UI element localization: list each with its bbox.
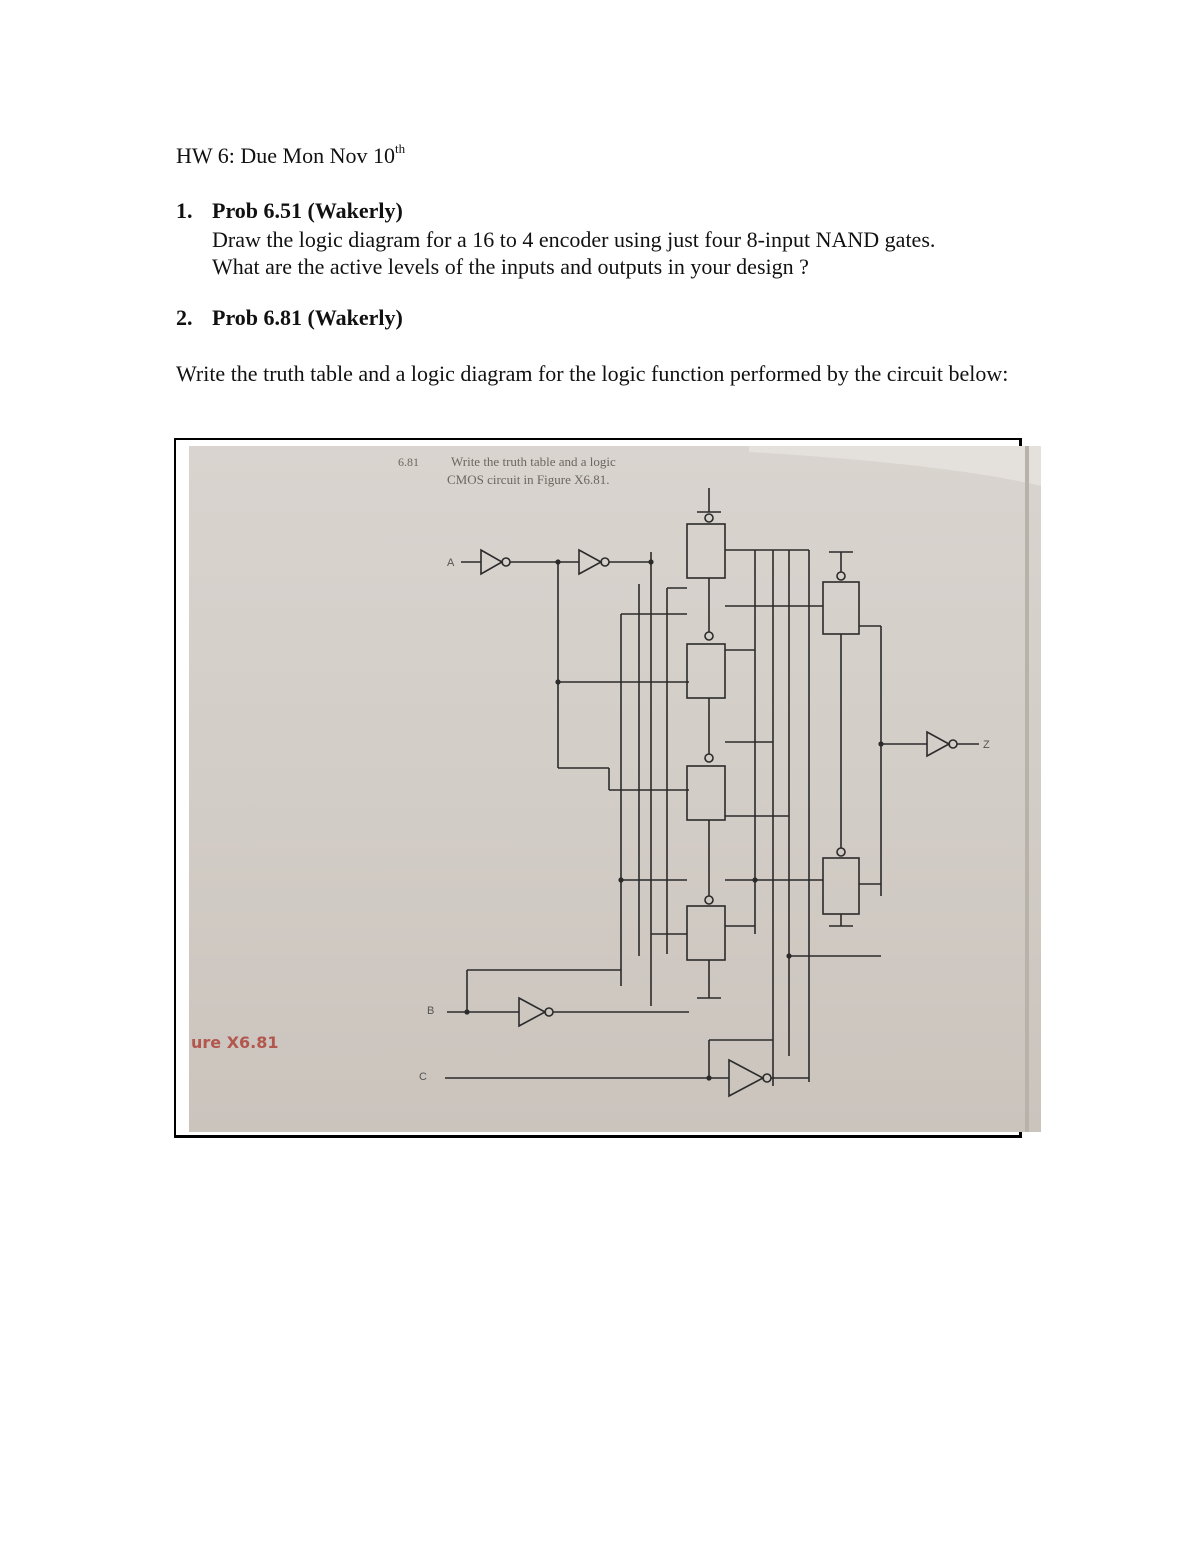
input-c-label: C xyxy=(419,1071,427,1083)
page-curl xyxy=(749,446,1041,486)
problem-1-heading xyxy=(176,198,403,224)
input-a-label: A xyxy=(447,557,455,569)
cmos-circuit-diagram xyxy=(189,446,1041,1132)
problem-2-title: Prob 6.81 (Wakerly) xyxy=(212,305,403,330)
output-inverter xyxy=(927,732,949,756)
problem-2-number: 2. xyxy=(176,305,193,330)
page-title xyxy=(176,143,405,169)
title-text: HW 6: Due Mon Nov 10 xyxy=(176,143,395,168)
figure-text-line-1: Write the truth table and a logic xyxy=(451,454,616,469)
figure-caption: ure X6.81 xyxy=(191,1033,279,1052)
circuit-wires xyxy=(445,488,1009,1096)
inverter-a2 xyxy=(579,550,601,574)
title-superscript: th xyxy=(394,141,406,156)
problem-1-title: Prob 6.51 (Wakerly) xyxy=(212,198,403,223)
inverter-b xyxy=(519,998,545,1026)
figure-problem-ref: 6.81 xyxy=(398,455,419,469)
figure-text-line-2: CMOS circuit in Figure X6.81. xyxy=(447,472,610,487)
inverter-a1 xyxy=(481,550,502,574)
problem-2-heading xyxy=(176,305,403,331)
problem-1-number: 1. xyxy=(176,198,193,223)
input-b-label: B xyxy=(427,1005,435,1017)
problem-1-body xyxy=(212,226,935,280)
circuit-photo xyxy=(189,446,1041,1132)
inverter-c xyxy=(729,1060,763,1096)
problem-1-line-1: Draw the logic diagram for a 16 to 4 encoder using just four 8-input NAND gates. xyxy=(212,227,936,252)
output-z-label: Z xyxy=(983,739,990,751)
instruction-paragraph: Write the truth table and a logic diagram for the logic function performed by the circuit below: xyxy=(176,361,1009,386)
problem-1-line-2: What are the active levels of the inputs and outputs in your design ? xyxy=(212,254,809,279)
